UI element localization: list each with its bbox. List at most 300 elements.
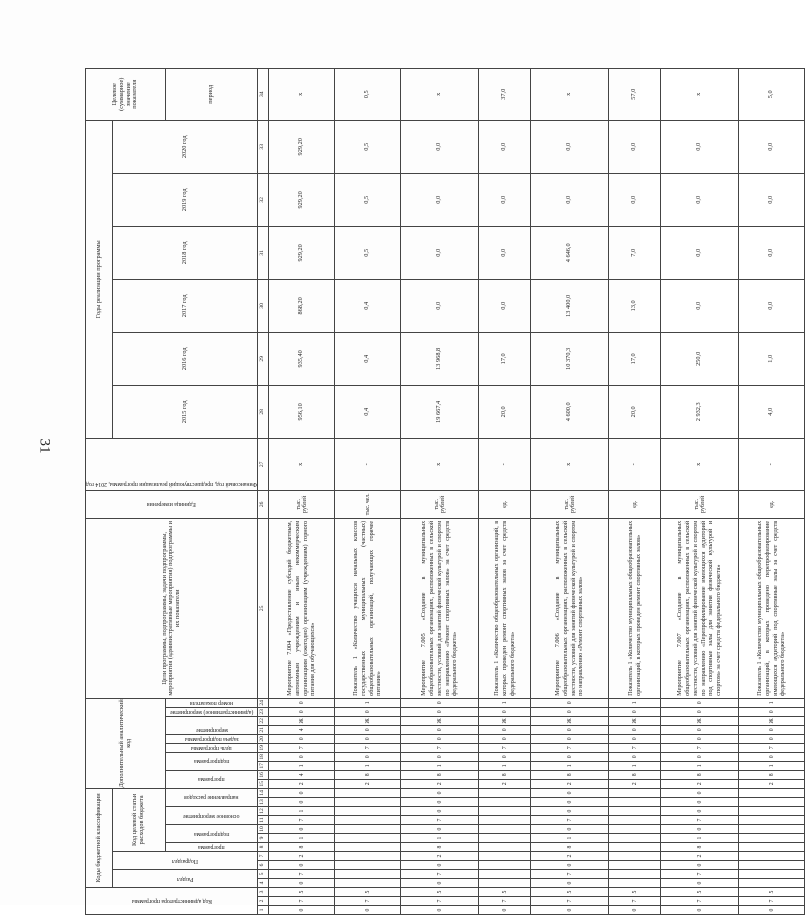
code-digit-cell: 2	[739, 779, 805, 788]
code-digit-cell	[609, 816, 661, 825]
year-value-2020: 0,0	[661, 120, 739, 173]
code-digit-cell	[335, 788, 401, 797]
column-index-cell: 20	[258, 734, 269, 743]
year-value-2015: 2 932,3	[661, 385, 739, 438]
code-digit-cell	[609, 852, 661, 861]
unit-cell: ед.	[739, 490, 805, 518]
year-value-2018: 0,0	[661, 226, 739, 279]
year-2018-header: 2018 год	[113, 226, 258, 279]
year-value-2016: 17,0	[609, 332, 661, 385]
code-digit-cell: 0	[531, 725, 609, 734]
code-digit-cell: 1	[609, 761, 661, 770]
code-digit-cell: 1	[269, 807, 335, 816]
code-digit-cell: 8	[661, 770, 739, 779]
code-digit-cell: 0	[335, 752, 401, 761]
code-digit-cell	[609, 807, 661, 816]
an-activity-header: мероприятие	[166, 716, 258, 734]
code-digit-cell: Ж	[531, 716, 609, 725]
year-value-2019: 0,5	[335, 173, 401, 226]
code-digit-cell: 2	[531, 779, 609, 788]
code-digit-cell: 7	[479, 743, 531, 752]
code-digit-cell: 0	[401, 698, 479, 707]
code-digit-cell: 1	[335, 698, 401, 707]
fin-year-value: -	[739, 438, 805, 490]
year-value-2017: 13 400,0	[531, 279, 609, 332]
unit-cell: тыс. рублей	[269, 490, 335, 518]
year-value-2019: 0,0	[609, 173, 661, 226]
target-article-header: Код целевой статьи расходов бюджета	[113, 788, 166, 851]
code-digit-cell: 7	[739, 897, 805, 906]
year-2016-header: 2016 год	[113, 332, 258, 385]
target-value-cell: 57,0	[609, 68, 661, 120]
code-digit-cell: 0	[335, 906, 401, 915]
code-digit-cell: 0	[531, 879, 609, 888]
code-digit-cell: 0	[609, 906, 661, 915]
fin-year-value: х	[269, 438, 335, 490]
code-digit-cell: 0	[609, 734, 661, 743]
code-digit-cell	[335, 852, 401, 861]
column-index-cell: 29	[258, 332, 269, 385]
code-digit-cell: Ж	[479, 716, 531, 725]
code-digit-cell: 7	[401, 870, 479, 879]
fin-year-value: х	[531, 438, 609, 490]
column-index-cell: 3	[258, 888, 269, 897]
code-digit-cell	[479, 852, 531, 861]
year-value-2018: 7,0	[609, 226, 661, 279]
code-digit-cell: 0	[531, 861, 609, 870]
code-digit-cell	[739, 788, 805, 797]
code-digit-cell: 2	[479, 779, 531, 788]
code-digit-cell	[335, 843, 401, 852]
activity-description: Мероприятие 7.005 «Создание в муниципальных общеобразовательных организациях, расположенных в сельской местности, условий для занятий физической культурой и спортом по направлению «Ремонт спортивных залов» за счет средств федерального бюджета»	[401, 518, 479, 698]
code-digit-cell	[609, 798, 661, 807]
code-digit-cell: 1	[335, 761, 401, 770]
year-value-2018: 0,0	[401, 226, 479, 279]
code-digit-cell: 0	[739, 734, 805, 743]
code-digit-cell: 5	[401, 888, 479, 897]
code-digit-cell: 0	[661, 707, 739, 716]
column-index-cell: 4	[258, 879, 269, 888]
column-index-cell: 5	[258, 870, 269, 879]
code-digit-cell	[479, 807, 531, 816]
an-subprogram-header: подпрограмма	[166, 752, 258, 770]
column-index-cell: 21	[258, 725, 269, 734]
an-indicator-num-header: номер показателя	[166, 698, 258, 707]
target-value-cell: х	[401, 68, 479, 120]
code-digit-cell	[609, 870, 661, 879]
code-digit-cell: 8	[335, 770, 401, 779]
year-value-2020: 0,0	[609, 120, 661, 173]
code-digit-cell	[479, 879, 531, 888]
column-index-cell: 10	[258, 825, 269, 834]
code-digit-cell: 0	[269, 788, 335, 797]
code-digit-cell: 0	[269, 752, 335, 761]
code-digit-cell: 0	[739, 752, 805, 761]
code-digit-cell: 1	[401, 761, 479, 770]
program-table	[85, 68, 805, 915]
year-value-2018: 0,0	[739, 226, 805, 279]
unit-cell: тыс. рублей	[401, 490, 479, 518]
column-index-cell: 28	[258, 385, 269, 438]
year-value-2016: 10 370,3	[531, 332, 609, 385]
code-digit-cell: 7	[401, 743, 479, 752]
year-value-2017: 0,0	[661, 279, 739, 332]
target-main-activity-header: основное мероприятие	[166, 807, 258, 825]
fin-year-value: х	[661, 438, 739, 490]
code-digit-cell: 0	[661, 825, 739, 834]
code-digit-cell: 0	[661, 725, 739, 734]
unit-cell: тыс. чел.	[335, 490, 401, 518]
code-digit-cell: 0	[479, 752, 531, 761]
fin-year-value: -	[479, 438, 531, 490]
year-value-2020: 0,0	[531, 120, 609, 173]
table-row	[479, 68, 531, 914]
code-digit-cell: 0	[531, 788, 609, 797]
column-index-cell: 18	[258, 752, 269, 761]
code-digit-cell: 8	[479, 770, 531, 779]
code-digit-cell: Ж	[739, 716, 805, 725]
budget-class-header: Коды бюджетной классификации	[86, 788, 113, 887]
unit-cell: ед.	[609, 490, 661, 518]
code-digit-cell: 0	[335, 725, 401, 734]
code-digit-cell: 0	[661, 861, 739, 870]
code-digit-cell: 0	[661, 807, 739, 816]
code-digit-cell: 7	[531, 816, 609, 825]
column-index-cell: 9	[258, 834, 269, 843]
code-digit-cell	[479, 816, 531, 825]
year-value-2017: 0,0	[479, 279, 531, 332]
code-digit-cell: 0	[531, 752, 609, 761]
code-digit-cell	[335, 870, 401, 879]
code-digit-cell: 0	[661, 879, 739, 888]
target-value-cell: х	[269, 68, 335, 120]
indicator-description: Показатель 1 «Количество учащихся начальных классов государственных муниципальных (частных) общеобразовательных организаций, получающих горячее питание»	[335, 518, 401, 698]
code-digit-cell: 0	[609, 725, 661, 734]
target-value-cell: 5,0	[739, 68, 805, 120]
year-value-2016: 935,40	[269, 332, 335, 385]
target-direction-header: направление расходов	[166, 788, 258, 806]
table-row	[269, 68, 335, 914]
code-digit-cell: 0	[531, 798, 609, 807]
code-digit-cell: 5	[479, 888, 531, 897]
code-digit-cell	[479, 788, 531, 797]
code-digit-cell	[335, 879, 401, 888]
year-value-2019: 0,0	[401, 173, 479, 226]
code-digit-cell: 1	[479, 698, 531, 707]
code-digit-cell: 7	[269, 870, 335, 879]
column-index-cell: 32	[258, 173, 269, 226]
year-value-2017: 868,20	[269, 279, 335, 332]
page-number: 31	[36, 438, 53, 454]
code-digit-cell: 0	[479, 734, 531, 743]
code-digit-cell: 0	[531, 825, 609, 834]
code-digit-cell: 5	[609, 888, 661, 897]
column-index-row	[258, 68, 269, 914]
an-task-header: задача подпрограммы	[166, 734, 258, 743]
activity-description: Мероприятие 7.007 «Создание в муниципальных общеобразовательных организациях, расположенных в сельской местности, условий для занятий физической культурой и спортом по направлению «Перепрофилирование имеющихся аудиторий под спортивные залы для занятия физической культурой и спортом» за счет средств федерального бюджета»	[661, 518, 739, 698]
year-value-2016: 13 968,8	[401, 332, 479, 385]
code-digit-cell: 7	[269, 743, 335, 752]
code-digit-cell	[479, 843, 531, 852]
unit-cell: тыс. рублей	[531, 490, 609, 518]
code-digit-cell: 7	[609, 897, 661, 906]
year-value-2020: 0,0	[401, 120, 479, 173]
code-digit-cell: 0	[661, 752, 739, 761]
year-value-2015: 20,0	[479, 385, 531, 438]
code-digit-cell: 7	[661, 816, 739, 825]
an-admin-activity-header: (административное) мероприятие	[166, 707, 258, 716]
target-value-cell: х	[531, 68, 609, 120]
fin-year-header: Финансовый год, предшествующий реализации программы, 2014 год	[86, 438, 258, 490]
code-digit-cell: 2	[661, 852, 739, 861]
code-digit-cell: 2	[269, 779, 335, 788]
code-digit-cell	[739, 816, 805, 825]
target-value-cell: 37,0	[479, 68, 531, 120]
code-digit-cell: 7	[401, 897, 479, 906]
code-digit-cell	[335, 834, 401, 843]
code-digit-cell: 5	[269, 888, 335, 897]
code-digit-cell	[609, 825, 661, 834]
year-2019-header: 2019 год	[113, 173, 258, 226]
code-digit-cell: 2	[661, 779, 739, 788]
code-digit-cell: 0	[479, 707, 531, 716]
code-digit-cell: 0	[531, 906, 609, 915]
year-value-2017: 0,0	[401, 279, 479, 332]
code-digit-cell: 0	[401, 861, 479, 870]
code-digit-cell: 4	[269, 770, 335, 779]
code-digit-cell	[479, 861, 531, 870]
header-row-1	[86, 68, 113, 914]
code-digit-cell: 0	[609, 752, 661, 761]
year-value-2016: 250,0	[661, 332, 739, 385]
year-value-2018: 4 646,0	[531, 226, 609, 279]
column-index-cell: 11	[258, 816, 269, 825]
column-index-cell: 17	[258, 761, 269, 770]
code-digit-cell: 7	[335, 897, 401, 906]
subsection-header: Подраздел	[113, 852, 258, 870]
column-index-cell: 30	[258, 279, 269, 332]
code-digit-cell: 0	[401, 807, 479, 816]
code-digit-cell: 0	[269, 734, 335, 743]
code-digit-cell: 0	[661, 906, 739, 915]
target-value-cell: 0,5	[335, 68, 401, 120]
table-row	[609, 68, 661, 914]
year-2020-header: 2020 год	[113, 120, 258, 173]
code-digit-cell: 1	[479, 761, 531, 770]
section-header: Раздел	[113, 870, 258, 888]
year-value-2018: 929,20	[269, 226, 335, 279]
code-digit-cell: 0	[269, 707, 335, 716]
code-digit-cell: 0	[661, 788, 739, 797]
code-digit-cell: 8	[401, 843, 479, 852]
activity-description: Мероприятие 7.004 «Предоставление субсидий бюджетным, автономным учреждениям и иным некоммерческим организациям (ежегодно) организациям (учреждениям) горного питания для обучающихся»	[269, 518, 335, 698]
analytic-code-header: Дополнительный аналитический код	[86, 698, 166, 788]
code-digit-cell: 7	[661, 870, 739, 879]
table-body	[258, 68, 805, 914]
code-digit-cell: 8	[661, 843, 739, 852]
column-index-cell: 25	[258, 518, 269, 698]
year-value-2017: 0,0	[739, 279, 805, 332]
code-digit-cell: 1	[269, 761, 335, 770]
code-digit-cell: 5	[335, 888, 401, 897]
code-digit-cell: 0	[269, 861, 335, 870]
code-digit-cell: 7	[531, 897, 609, 906]
year-value-2017: 0,4	[335, 279, 401, 332]
year-value-2015: 19 667,4	[401, 385, 479, 438]
code-digit-cell	[335, 798, 401, 807]
code-digit-cell	[609, 879, 661, 888]
code-digit-cell	[739, 807, 805, 816]
column-index-cell: 24	[258, 698, 269, 707]
year-2017-header: 2017 год	[113, 279, 258, 332]
code-digit-cell: 7	[661, 743, 739, 752]
code-digit-cell: Ж	[609, 716, 661, 725]
target-value-cell: х	[661, 68, 739, 120]
code-digit-cell: 2	[609, 779, 661, 788]
code-digit-cell: 7	[479, 897, 531, 906]
year-2015-header: 2015 год	[113, 385, 258, 438]
code-digit-cell: 0	[401, 788, 479, 797]
code-digit-cell	[479, 798, 531, 807]
code-digit-cell: 2	[401, 779, 479, 788]
year-value-2018: 0,0	[479, 226, 531, 279]
code-digit-cell: 0	[739, 725, 805, 734]
code-digit-cell: 0	[479, 906, 531, 915]
year-value-2019: 0,0	[531, 173, 609, 226]
column-index-cell: 8	[258, 843, 269, 852]
code-digit-cell: 0	[531, 698, 609, 707]
code-digit-cell: Ж	[401, 716, 479, 725]
code-digit-cell: 0	[531, 807, 609, 816]
activity-description: Мероприятие 7.006 «Создание в муниципальных общеобразовательных организациях, расположенных в сельской местности, условий для занятий физической культурой и спортом по направлению «Ремонт спортивных залов»	[531, 518, 609, 698]
code-digit-cell: 7	[269, 897, 335, 906]
unit-cell: ед.	[479, 490, 531, 518]
column-index-cell: 13	[258, 798, 269, 807]
code-digit-cell: 0	[401, 906, 479, 915]
column-index-cell: 7	[258, 852, 269, 861]
name-header: Цели программы, подпрограммы, задачи подпрограммы, мероприятия (административные мероприятия) подпрограммы и их показатели	[86, 518, 258, 698]
fin-year-value: х	[401, 438, 479, 490]
code-digit-cell: 0	[269, 698, 335, 707]
code-digit-cell	[335, 861, 401, 870]
year-value-2019: 0,0	[479, 173, 531, 226]
column-index-cell: 6	[258, 861, 269, 870]
table-row	[335, 68, 401, 914]
code-digit-cell: 2	[401, 852, 479, 861]
column-index-cell: 27	[258, 438, 269, 490]
code-digit-cell: 1	[269, 834, 335, 843]
year-value-2015: 4,0	[739, 385, 805, 438]
indicator-description: Показатель 1 «Количество муниципальных общеобразовательных организаций, в которых проведен ремонт спортивных залов»	[609, 518, 661, 698]
code-digit-cell: 7	[531, 870, 609, 879]
code-digit-cell	[609, 834, 661, 843]
column-index-cell: 14	[258, 788, 269, 797]
year-value-2018: 0,5	[335, 226, 401, 279]
code-digit-cell: 1	[531, 761, 609, 770]
year-value-2019: 929,20	[269, 173, 335, 226]
code-digit-cell: 0	[269, 798, 335, 807]
target-program-header: программа	[166, 843, 258, 852]
column-index-cell: 26	[258, 490, 269, 518]
column-index-cell: 1	[258, 906, 269, 915]
column-index-cell: 15	[258, 779, 269, 788]
year-value-2015: 4 600,0	[531, 385, 609, 438]
code-digit-cell: 5	[661, 888, 739, 897]
code-digit-cell	[739, 879, 805, 888]
column-index-cell: 2	[258, 897, 269, 906]
year-value-2020: 0,0	[739, 120, 805, 173]
code-digit-cell	[739, 843, 805, 852]
code-digit-cell: 7	[661, 897, 739, 906]
code-digit-cell: 7	[609, 743, 661, 752]
rotated-table-container	[85, 70, 787, 915]
code-digit-cell: 0	[335, 734, 401, 743]
code-digit-cell: 1	[609, 698, 661, 707]
code-digit-cell	[609, 788, 661, 797]
column-index-cell: 23	[258, 707, 269, 716]
code-digit-cell: 0	[269, 906, 335, 915]
column-index-cell: 31	[258, 226, 269, 279]
unit-cell: тыс. рублей	[661, 490, 739, 518]
code-digit-cell: Ж	[335, 716, 401, 725]
code-digit-cell	[335, 807, 401, 816]
code-digit-cell: 0	[531, 707, 609, 716]
code-digit-cell: 1	[531, 834, 609, 843]
code-digit-cell	[739, 825, 805, 834]
code-digit-cell	[335, 816, 401, 825]
target-subprogram-header: подпрограмма	[166, 825, 258, 843]
code-digit-cell: 0	[531, 734, 609, 743]
code-digit-cell	[479, 870, 531, 879]
code-digit-cell	[609, 861, 661, 870]
year-value-2016: 17,0	[479, 332, 531, 385]
code-digit-cell: 0	[401, 798, 479, 807]
an-goal-header: цель программы	[166, 743, 258, 752]
year-value-2020: 0,0	[479, 120, 531, 173]
code-digit-cell: 8	[739, 770, 805, 779]
code-digit-cell: 7	[401, 816, 479, 825]
table-row	[531, 68, 609, 914]
year-value-2020: 0,5	[335, 120, 401, 173]
code-digit-cell: 5	[531, 888, 609, 897]
code-digit-cell: 0	[335, 707, 401, 716]
year-value-2019: 0,0	[739, 173, 805, 226]
code-digit-cell: 0	[269, 879, 335, 888]
column-index-cell: 12	[258, 807, 269, 816]
period-header: период	[166, 68, 258, 120]
code-digit-cell: 0	[401, 734, 479, 743]
year-value-2015: 956,10	[269, 385, 335, 438]
an-program-header: программа	[166, 770, 258, 788]
code-digit-cell: 2	[269, 852, 335, 861]
code-digit-cell: 0	[479, 725, 531, 734]
code-digit-cell: 7	[335, 743, 401, 752]
code-digit-cell: 0	[401, 879, 479, 888]
code-digit-cell: 7	[531, 743, 609, 752]
code-digit-cell: 2	[335, 779, 401, 788]
code-digit-cell: 0	[401, 707, 479, 716]
year-value-2016: 1,0	[739, 332, 805, 385]
year-value-2019: 0,0	[661, 173, 739, 226]
code-digit-cell: 4	[269, 725, 335, 734]
years-header: Годы реализации программы	[86, 120, 113, 438]
code-digit-cell: 1	[401, 834, 479, 843]
column-index-cell: 33	[258, 120, 269, 173]
code-digit-cell	[739, 834, 805, 843]
code-digit-cell: 0	[401, 825, 479, 834]
code-digit-cell: 8	[401, 770, 479, 779]
code-digit-cell: 8	[531, 770, 609, 779]
